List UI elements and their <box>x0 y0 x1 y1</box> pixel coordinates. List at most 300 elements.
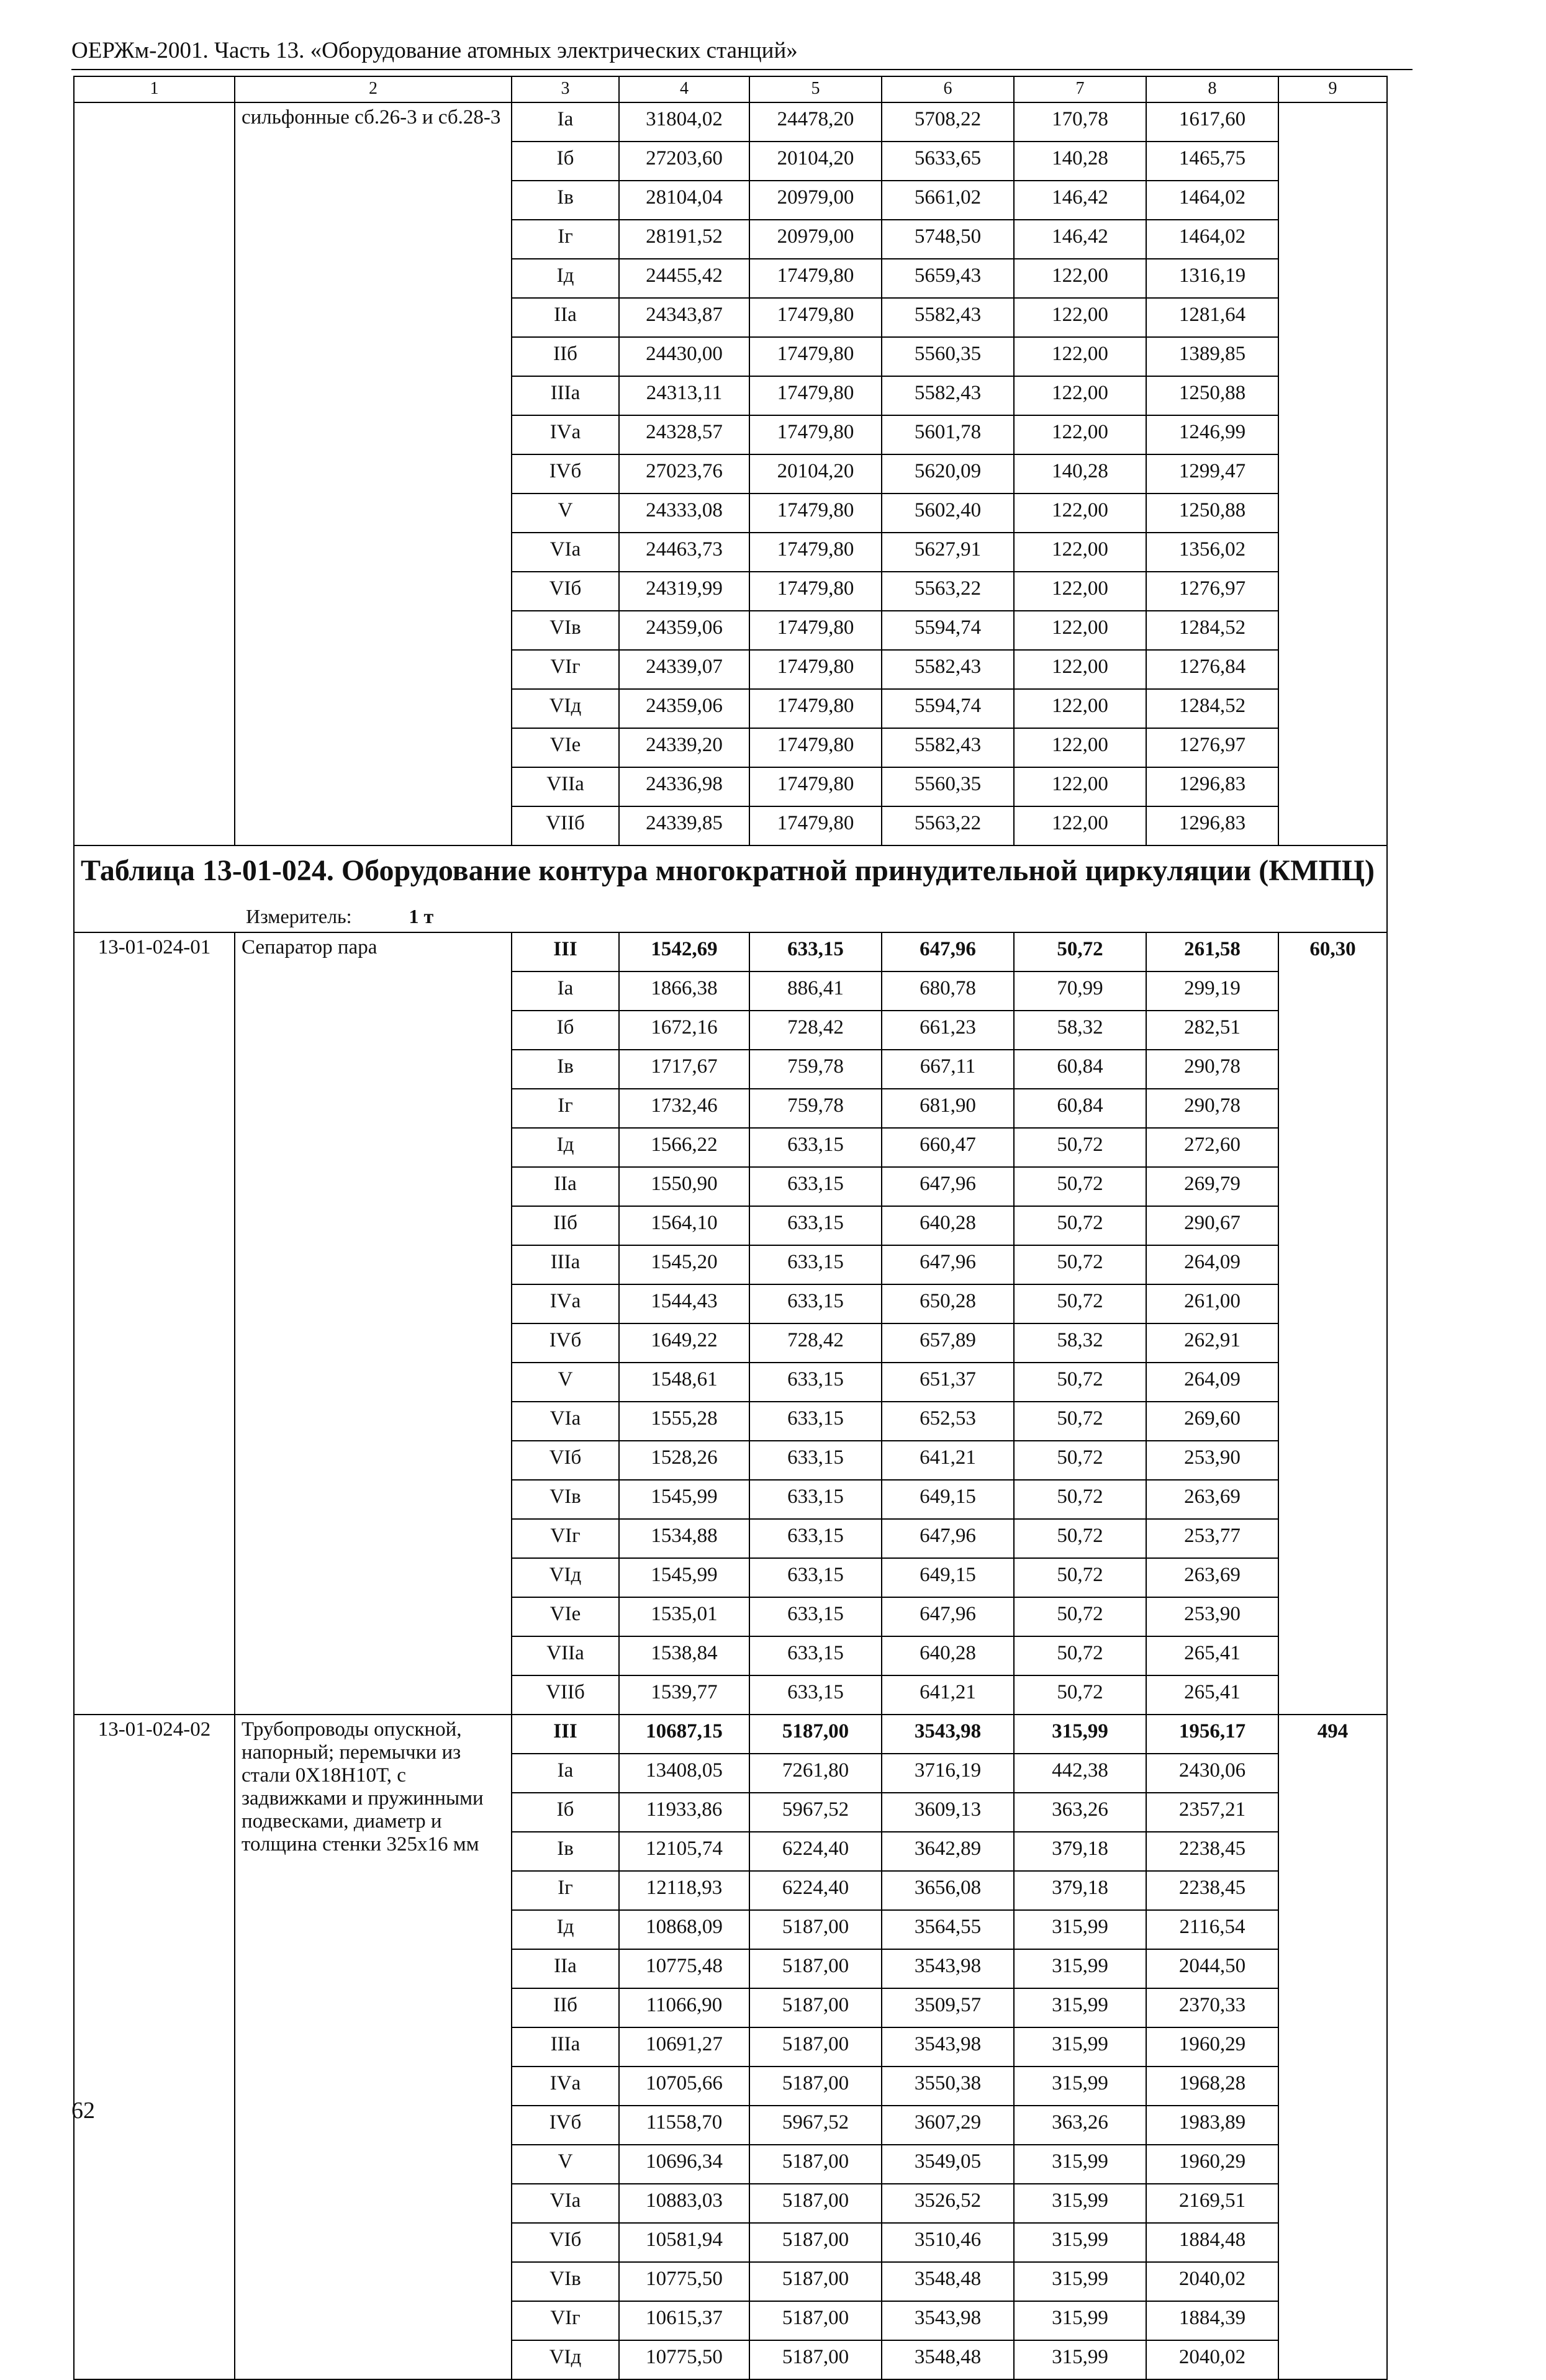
zone-cell: Iд <box>512 1128 619 1167</box>
value-cell: 1316,19 <box>1146 259 1278 298</box>
running-header: ОЕРЖм-2001. Часть 13. «Оборудование атомных электрических станций» <box>71 38 798 63</box>
zone-cell: VIа <box>512 533 619 572</box>
value-cell: 5582,43 <box>882 376 1014 415</box>
value-cell: 315,99 <box>1014 2301 1146 2340</box>
value-cell: 652,53 <box>882 1402 1014 1441</box>
value-cell: 24313,11 <box>619 376 749 415</box>
value-cell: 2430,06 <box>1146 1754 1278 1793</box>
zone-cell: VIг <box>512 650 619 689</box>
zone-cell: VIг <box>512 1519 619 1558</box>
zone-cell: VIд <box>512 689 619 728</box>
value-cell: 50,72 <box>1014 1675 1146 1715</box>
value-cell: 50,72 <box>1014 1402 1146 1441</box>
item-code-cell: 13-01-024-02 <box>74 1715 235 2379</box>
value-cell: 379,18 <box>1014 1871 1146 1910</box>
zone-cell: V <box>512 2145 619 2184</box>
value-cell: 1246,99 <box>1146 415 1278 454</box>
value-cell: 31804,02 <box>619 102 749 142</box>
value-cell: 24359,06 <box>619 689 749 728</box>
value-cell: 122,00 <box>1014 376 1146 415</box>
value-cell: 1465,75 <box>1146 142 1278 181</box>
value-cell: 1617,60 <box>1146 102 1278 142</box>
value-cell: 633,15 <box>749 1480 882 1519</box>
value-cell: 1545,20 <box>619 1245 749 1284</box>
zone-cell: IVа <box>512 1284 619 1323</box>
value-cell: 2169,51 <box>1146 2184 1278 2223</box>
value-cell: 265,41 <box>1146 1675 1278 1715</box>
value-cell: 10691,27 <box>619 2027 749 2067</box>
value-cell: 7261,80 <box>749 1754 882 1793</box>
zone-cell: VIг <box>512 2301 619 2340</box>
value-cell: 269,60 <box>1146 1402 1278 1441</box>
value-cell: 667,11 <box>882 1050 1014 1089</box>
value-cell: 146,42 <box>1014 220 1146 259</box>
zone-cell: IIIа <box>512 1245 619 1284</box>
item-code-cell: 13-01-024-01 <box>74 932 235 1715</box>
column-number: 1 <box>74 76 235 102</box>
value-cell: 263,69 <box>1146 1480 1278 1519</box>
value-cell: 647,96 <box>882 1167 1014 1206</box>
value-cell: 122,00 <box>1014 533 1146 572</box>
value-cell: 24359,06 <box>619 611 749 650</box>
value-cell: 10883,03 <box>619 2184 749 2223</box>
zone-cell: IVб <box>512 1323 619 1363</box>
value-cell: 3642,89 <box>882 1832 1014 1871</box>
value-cell: 253,90 <box>1146 1597 1278 1636</box>
value-cell: 1564,10 <box>619 1206 749 1245</box>
value-cell: 1276,97 <box>1146 572 1278 611</box>
value-cell: 315,99 <box>1014 1949 1146 1988</box>
zone-cell: IIIа <box>512 2027 619 2067</box>
value-cell: 58,32 <box>1014 1011 1146 1050</box>
value-cell: 263,69 <box>1146 1558 1278 1597</box>
value-cell: 661,23 <box>882 1011 1014 1050</box>
value-cell: 657,89 <box>882 1323 1014 1363</box>
value-cell: 315,99 <box>1014 2145 1146 2184</box>
value-cell: 3609,13 <box>882 1793 1014 1832</box>
value-cell: 11558,70 <box>619 2106 749 2145</box>
value-cell: 5582,43 <box>882 298 1014 337</box>
zone-cell: IVб <box>512 2106 619 2145</box>
value-cell: 5187,00 <box>749 2340 882 2379</box>
value-cell: 1717,67 <box>619 1050 749 1089</box>
value-cell: 24455,42 <box>619 259 749 298</box>
value-cell: 640,28 <box>882 1206 1014 1245</box>
value-cell: 122,00 <box>1014 767 1146 806</box>
value-cell: 1555,28 <box>619 1402 749 1441</box>
value-cell: 633,15 <box>749 1245 882 1284</box>
value-cell: 3716,19 <box>882 1754 1014 1793</box>
value-cell: 28104,04 <box>619 181 749 220</box>
value-cell: 1544,43 <box>619 1284 749 1323</box>
item-name-cell: Трубопроводы опускной, напорный; перемычки из стали 0Х18Н10Т, с задвижками и пружинными подвесками, диаметр и толщина стенки 325х16 мм <box>235 1715 512 2379</box>
table-row <box>74 1715 1387 1754</box>
value-cell: 12118,93 <box>619 1871 749 1910</box>
value-cell: 5560,35 <box>882 337 1014 376</box>
value-cell: 2238,45 <box>1146 1832 1278 1871</box>
value-cell: 3526,52 <box>882 2184 1014 2223</box>
value-cell: 1281,64 <box>1146 298 1278 337</box>
value-cell: 633,15 <box>749 1167 882 1206</box>
value-cell: 17479,80 <box>749 611 882 650</box>
value-cell: 1276,97 <box>1146 728 1278 767</box>
zone-cell: Iв <box>512 1050 619 1089</box>
value-cell: 122,00 <box>1014 611 1146 650</box>
value-cell: 122,00 <box>1014 650 1146 689</box>
value-cell: 633,15 <box>749 1675 882 1715</box>
value-cell: 3564,55 <box>882 1910 1014 1949</box>
value-cell: 633,15 <box>749 1206 882 1245</box>
zone-cell: VIа <box>512 2184 619 2223</box>
value-cell: 17479,80 <box>749 415 882 454</box>
value-cell: 5582,43 <box>882 728 1014 767</box>
value-cell: 24339,07 <box>619 650 749 689</box>
value-cell: 1464,02 <box>1146 181 1278 220</box>
value-cell: 17479,80 <box>749 494 882 533</box>
value-cell: 27203,60 <box>619 142 749 181</box>
value-cell: 2238,45 <box>1146 1871 1278 1910</box>
value-cell: 3656,08 <box>882 1871 1014 1910</box>
value-cell: 1960,29 <box>1146 2145 1278 2184</box>
value-cell: 24463,73 <box>619 533 749 572</box>
value-cell: 27023,76 <box>619 454 749 494</box>
table-title: Таблица 13-01-024. Оборудование контура многократной принудительной циркуляции (КМПЦ) <box>81 854 1375 887</box>
value-cell: 315,99 <box>1014 2027 1146 2067</box>
value-cell: 1250,88 <box>1146 494 1278 533</box>
value-cell: 1960,29 <box>1146 2027 1278 2067</box>
value-cell: 1542,69 <box>619 932 749 971</box>
value-cell: 50,72 <box>1014 1128 1146 1167</box>
value-cell: 253,77 <box>1146 1519 1278 1558</box>
value-cell: 17479,80 <box>749 728 882 767</box>
value-cell: 272,60 <box>1146 1128 1278 1167</box>
zone-cell: VIIб <box>512 1675 619 1715</box>
value-cell: 1538,84 <box>619 1636 749 1675</box>
value-cell: 3543,98 <box>882 1949 1014 1988</box>
value-cell: 2040,02 <box>1146 2340 1278 2379</box>
item-code-cell <box>74 102 235 845</box>
value-cell: 363,26 <box>1014 1793 1146 1832</box>
zone-cell: VIб <box>512 572 619 611</box>
value-cell: 299,19 <box>1146 971 1278 1011</box>
value-cell: 2370,33 <box>1146 1988 1278 2027</box>
value-cell: 647,96 <box>882 1597 1014 1636</box>
value-cell: 122,00 <box>1014 337 1146 376</box>
table-title-cell <box>74 845 1387 932</box>
value-cell: 122,00 <box>1014 689 1146 728</box>
value-cell: 24336,98 <box>619 767 749 806</box>
value-cell: 60,84 <box>1014 1089 1146 1128</box>
value-cell: 660,47 <box>882 1128 1014 1167</box>
zone-cell: IVа <box>512 415 619 454</box>
value-cell: 5594,74 <box>882 611 1014 650</box>
value-cell: 1550,90 <box>619 1167 749 1206</box>
value-cell: 24328,57 <box>619 415 749 454</box>
value-cell: 11933,86 <box>619 1793 749 1832</box>
value-cell: 20104,20 <box>749 454 882 494</box>
value-cell: 50,72 <box>1014 1558 1146 1597</box>
value-cell: 17479,80 <box>749 572 882 611</box>
zone-cell: VIIа <box>512 1636 619 1675</box>
zone-cell: VIд <box>512 1558 619 1597</box>
value-cell: 290,78 <box>1146 1089 1278 1128</box>
value-cell: 265,41 <box>1146 1636 1278 1675</box>
unit-line <box>81 906 1380 927</box>
value-cell: 264,09 <box>1146 1245 1278 1284</box>
value-cell: 1672,16 <box>619 1011 749 1050</box>
value-cell: 5620,09 <box>882 454 1014 494</box>
value-cell: 1884,39 <box>1146 2301 1278 2340</box>
value-cell: 1566,22 <box>619 1128 749 1167</box>
value-cell: 759,78 <box>749 1050 882 1089</box>
value-cell: 1539,77 <box>619 1675 749 1715</box>
value-cell: 1884,48 <box>1146 2223 1278 2262</box>
value-cell: 122,00 <box>1014 728 1146 767</box>
value-cell: 315,99 <box>1014 1910 1146 1949</box>
value-cell: 5708,22 <box>882 102 1014 142</box>
zone-cell: IVб <box>512 454 619 494</box>
value-cell: 50,72 <box>1014 1363 1146 1402</box>
zone-cell: V <box>512 1363 619 1402</box>
zone-cell: IIб <box>512 1988 619 2027</box>
column-number: 3 <box>512 76 619 102</box>
value-cell: 10705,66 <box>619 2067 749 2106</box>
value-cell: 633,15 <box>749 1519 882 1558</box>
zone-cell: Iв <box>512 181 619 220</box>
value-cell: 5187,00 <box>749 1910 882 1949</box>
column-number: 7 <box>1014 76 1146 102</box>
value-cell: 633,15 <box>749 1636 882 1675</box>
value-cell: 649,15 <box>882 1480 1014 1519</box>
value-cell: 3548,48 <box>882 2340 1014 2379</box>
value-cell: 5187,00 <box>749 1949 882 1988</box>
zone-cell: VIб <box>512 2223 619 2262</box>
price-table <box>73 76 1388 2380</box>
value-cell: 1464,02 <box>1146 220 1278 259</box>
value-cell: 1956,17 <box>1146 1715 1278 1754</box>
value-cell: 1548,61 <box>619 1363 749 1402</box>
value-cell: 140,28 <box>1014 142 1146 181</box>
value-cell: 10581,94 <box>619 2223 749 2262</box>
value-cell: 17479,80 <box>749 376 882 415</box>
table-row <box>74 932 1387 971</box>
value-cell: 3550,38 <box>882 2067 1014 2106</box>
value-cell: 50,72 <box>1014 1519 1146 1558</box>
value-cell: 50,72 <box>1014 1284 1146 1323</box>
value-cell: 20104,20 <box>749 142 882 181</box>
column-number: 4 <box>619 76 749 102</box>
zone-cell: VIIб <box>512 806 619 845</box>
zone-cell: Iа <box>512 1754 619 1793</box>
value-cell: 122,00 <box>1014 415 1146 454</box>
value-cell: 17479,80 <box>749 259 882 298</box>
zone-cell: Iб <box>512 1011 619 1050</box>
zone-cell: VIе <box>512 1597 619 1636</box>
zone-cell: VIв <box>512 1480 619 1519</box>
value-cell: 759,78 <box>749 1089 882 1128</box>
zone-cell: Iа <box>512 971 619 1011</box>
value-cell: 647,96 <box>882 932 1014 971</box>
column-number: 6 <box>882 76 1014 102</box>
item-name-cell: Сепаратор пара <box>235 932 512 1715</box>
value-cell: 728,42 <box>749 1323 882 1363</box>
value-cell: 20979,00 <box>749 220 882 259</box>
value-cell: 24339,20 <box>619 728 749 767</box>
value-cell: 24430,00 <box>619 337 749 376</box>
value-cell: 1284,52 <box>1146 611 1278 650</box>
value-cell: 5627,91 <box>882 533 1014 572</box>
value-cell: 3607,29 <box>882 2106 1014 2145</box>
value-cell: 315,99 <box>1014 2262 1146 2301</box>
value-cell: 50,72 <box>1014 1441 1146 1480</box>
value-cell: 641,21 <box>882 1675 1014 1715</box>
value-cell: 3510,46 <box>882 2223 1014 2262</box>
zone-cell: VIд <box>512 2340 619 2379</box>
value-cell: 269,79 <box>1146 1167 1278 1206</box>
zone-cell: III <box>512 932 619 971</box>
value-cell: 24343,87 <box>619 298 749 337</box>
value-cell: 2040,02 <box>1146 2262 1278 2301</box>
value-cell: 11066,90 <box>619 1988 749 2027</box>
value-cell: 17479,80 <box>749 806 882 845</box>
zone-cell: IIа <box>512 298 619 337</box>
zone-cell: Iб <box>512 142 619 181</box>
value-cell: 647,96 <box>882 1519 1014 1558</box>
item-name-cell: сильфонные сб.26-3 и сб.28-3 <box>235 102 512 845</box>
zone-cell: Iг <box>512 1871 619 1910</box>
zone-cell: Iа <box>512 102 619 142</box>
value-cell: 1545,99 <box>619 1480 749 1519</box>
zone-cell: IIб <box>512 337 619 376</box>
value-cell: 5602,40 <box>882 494 1014 533</box>
value-cell: 5633,65 <box>882 142 1014 181</box>
value-cell: 17479,80 <box>749 298 882 337</box>
value-cell: 5187,00 <box>749 1988 882 2027</box>
unit-value: 1 т <box>409 905 434 927</box>
value-cell: 264,09 <box>1146 1363 1278 1402</box>
value-cell: 5967,52 <box>749 1793 882 1832</box>
value-cell: 728,42 <box>749 1011 882 1050</box>
zone-cell: VIв <box>512 611 619 650</box>
value-cell: 5601,78 <box>882 415 1014 454</box>
unit-label: Измеритель: <box>246 905 352 927</box>
zone-cell: IIIа <box>512 376 619 415</box>
value-cell: 3543,98 <box>882 1715 1014 1754</box>
value-cell: 1968,28 <box>1146 2067 1278 2106</box>
value-cell: 5661,02 <box>882 181 1014 220</box>
value-cell: 17479,80 <box>749 650 882 689</box>
value-cell: 70,99 <box>1014 971 1146 1011</box>
zone-cell: VIб <box>512 1441 619 1480</box>
value-cell: 649,15 <box>882 1558 1014 1597</box>
value-cell: 170,78 <box>1014 102 1146 142</box>
value-cell: 60,84 <box>1014 1050 1146 1089</box>
zone-cell: III <box>512 1715 619 1754</box>
value-cell: 315,99 <box>1014 2184 1146 2223</box>
column-number: 9 <box>1278 76 1387 102</box>
value-cell: 647,96 <box>882 1245 1014 1284</box>
zone-cell: Iб <box>512 1793 619 1832</box>
value-cell: 5187,00 <box>749 2067 882 2106</box>
column-number: 8 <box>1146 76 1278 102</box>
value-cell: 3549,05 <box>882 2145 1014 2184</box>
zone-cell: Iг <box>512 1089 619 1128</box>
zone-cell: IVа <box>512 2067 619 2106</box>
value-cell: 58,32 <box>1014 1323 1146 1363</box>
value-cell: 681,90 <box>882 1089 1014 1128</box>
zone-cell: V <box>512 494 619 533</box>
zone-cell: VIIа <box>512 767 619 806</box>
value-cell: 5582,43 <box>882 650 1014 689</box>
col9-cell: 60,30 <box>1278 932 1387 1715</box>
value-cell: 140,28 <box>1014 454 1146 494</box>
value-cell: 24333,08 <box>619 494 749 533</box>
value-cell: 5659,43 <box>882 259 1014 298</box>
value-cell: 5748,50 <box>882 220 1014 259</box>
value-cell: 50,72 <box>1014 1245 1146 1284</box>
value-cell: 50,72 <box>1014 1206 1146 1245</box>
value-cell: 1535,01 <box>619 1597 749 1636</box>
value-cell: 146,42 <box>1014 181 1146 220</box>
value-cell: 5187,00 <box>749 2145 882 2184</box>
value-cell: 3548,48 <box>882 2262 1014 2301</box>
value-cell: 10696,34 <box>619 2145 749 2184</box>
value-cell: 262,91 <box>1146 1323 1278 1363</box>
zone-cell: IIб <box>512 1206 619 1245</box>
zone-cell: VIв <box>512 2262 619 2301</box>
value-cell: 379,18 <box>1014 1832 1146 1871</box>
value-cell: 1545,99 <box>619 1558 749 1597</box>
zone-cell: IIа <box>512 1167 619 1206</box>
value-cell: 10775,50 <box>619 2340 749 2379</box>
column-number: 2 <box>235 76 512 102</box>
value-cell: 12105,74 <box>619 1832 749 1871</box>
value-cell: 5560,35 <box>882 767 1014 806</box>
value-cell: 640,28 <box>882 1636 1014 1675</box>
zone-cell: Iд <box>512 259 619 298</box>
value-cell: 261,58 <box>1146 932 1278 971</box>
value-cell: 2044,50 <box>1146 1949 1278 1988</box>
value-cell: 680,78 <box>882 971 1014 1011</box>
value-cell: 1250,88 <box>1146 376 1278 415</box>
value-cell: 50,72 <box>1014 1480 1146 1519</box>
value-cell: 5187,00 <box>749 2184 882 2223</box>
value-cell: 282,51 <box>1146 1011 1278 1050</box>
value-cell: 6224,40 <box>749 1832 882 1871</box>
value-cell: 10775,48 <box>619 1949 749 1988</box>
value-cell: 20979,00 <box>749 181 882 220</box>
value-cell: 6224,40 <box>749 1871 882 1910</box>
value-cell: 13408,05 <box>619 1754 749 1793</box>
value-cell: 315,99 <box>1014 2223 1146 2262</box>
column-number: 5 <box>749 76 882 102</box>
value-cell: 17479,80 <box>749 767 882 806</box>
value-cell: 650,28 <box>882 1284 1014 1323</box>
value-cell: 1356,02 <box>1146 533 1278 572</box>
value-cell: 290,67 <box>1146 1206 1278 1245</box>
table-row <box>74 102 1387 142</box>
zone-cell: VIе <box>512 728 619 767</box>
value-cell: 122,00 <box>1014 806 1146 845</box>
zone-cell: Iв <box>512 1832 619 1871</box>
value-cell: 17479,80 <box>749 337 882 376</box>
value-cell: 1389,85 <box>1146 337 1278 376</box>
value-cell: 1983,89 <box>1146 2106 1278 2145</box>
value-cell: 633,15 <box>749 1363 882 1402</box>
value-cell: 3543,98 <box>882 2027 1014 2067</box>
value-cell: 17479,80 <box>749 533 882 572</box>
value-cell: 641,21 <box>882 1441 1014 1480</box>
